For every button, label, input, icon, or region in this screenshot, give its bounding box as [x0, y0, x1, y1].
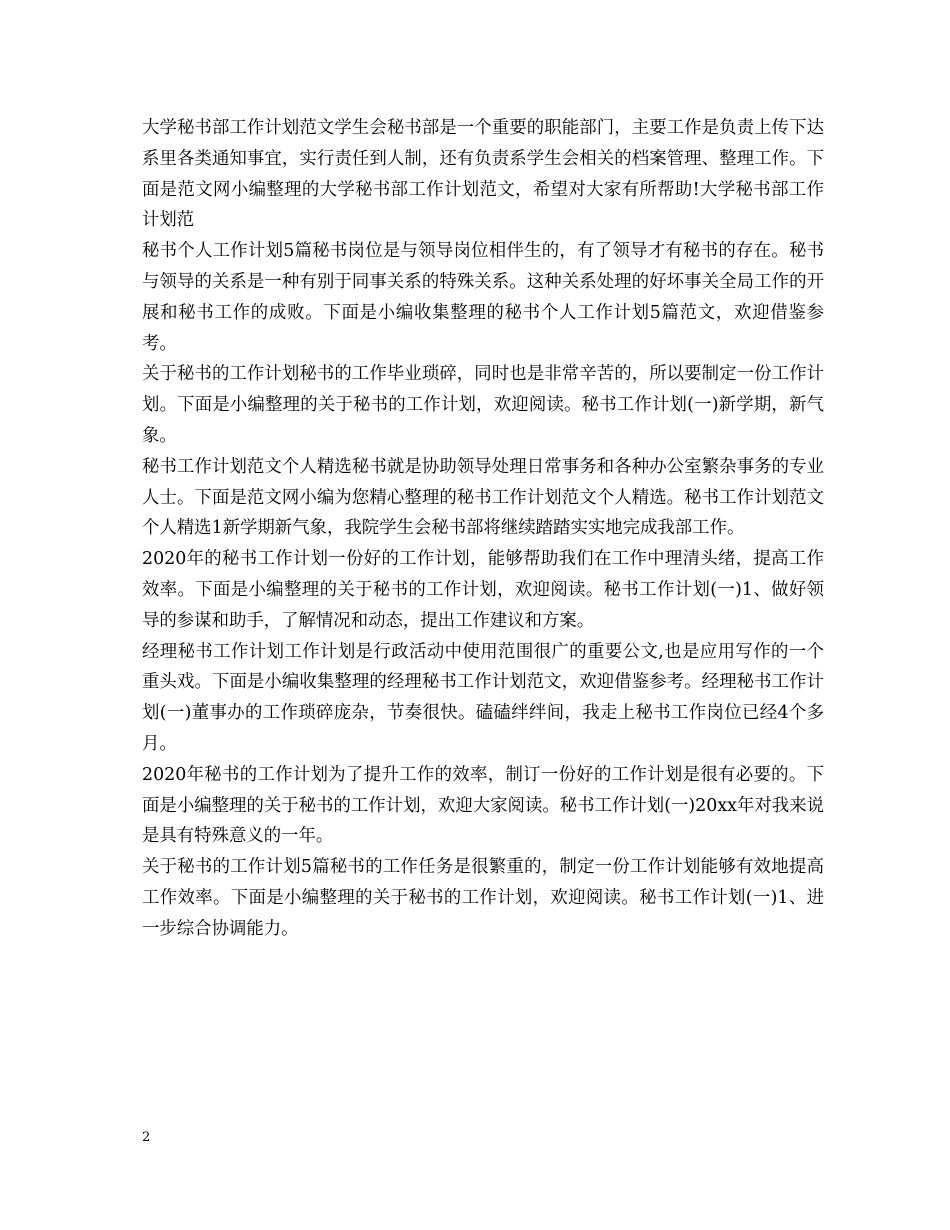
paragraph-7: 2020年秘书的工作计划为了提升工作的效率，制订一份好的工作计划是很有必要的。下面是小编整理的关于秘书的工作计划，欢迎大家阅读。秘书工作计划(一)20xx年对我来说是具有特殊意义的一年。	[142, 764, 824, 847]
paragraph-5: 2020年的秘书工作计划一份好的工作计划，能够帮助我们在工作中理清头绪，提高工作效率。下面是小编整理的关于秘书的工作计划，欢迎阅读。秘书工作计划(一)1、做好领导的参谋和助手，了解情况和动态，提出工作建议和方案。	[142, 549, 824, 631]
page-number: 2	[142, 1130, 151, 1145]
paragraph-8: 关于秘书的工作计划5篇秘书的工作任务是很繁重的，制定一份工作计划能够有效地提高工作效率。下面是小编整理的关于秘书的工作计划，欢迎阅读。秘书工作计划(一)1、进一步综合协调能力。	[142, 857, 824, 939]
paragraph-6: 经理秘书工作计划工作计划是行政活动中使用范围很广的重要公文,也是应用写作的一个重头戏。下面是小编收集整理的经理秘书工作计划范文，欢迎借鉴参考。经理秘书工作计划(一)董事办的工作琐碎庞杂，节奏很快。磕磕绊绊间，我走上秘书工作岗位已经4个多月。	[142, 641, 824, 754]
paragraph-2: 秘书个人工作计划5篇秘书岗位是与领导岗位相伴生的，有了领导才有秘书的存在。秘书与领导的关系是一种有别于同事关系的特殊关系。这种关系处理的好坏事关全局工作的开展和秘书工作的成败。下面是小编收集整理的秘书个人工作计划5篇范文，欢迎借鉴参考。	[142, 241, 824, 354]
paragraph-4: 秘书工作计划范文个人精选秘书就是协助领导处理日常事务和各种办公室繁杂事务的专业人士。下面是范文网小编为您精心整理的秘书工作计划范文个人精选。秘书工作计划范文个人精选1新学期新气象，我院学生会秘书部将继续踏踏实实地完成我部工作。	[142, 456, 824, 539]
paragraph-1: 大学秘书部工作计划范文学生会秘书部是一个重要的职能部门，主要工作是负责上传下达系里各类通知事宜，实行责任到人制，还有负责系学生会相关的档案管理、整理工作。下面是范文网小编整理的大学秘书部工作计划范文，希望对大家有所帮助!大学秘书部工作计划范	[142, 118, 824, 231]
paragraph-3: 关于秘书的工作计划秘书的工作毕业琐碎，同时也是非常辛苦的，所以要制定一份工作计划。下面是小编整理的关于秘书的工作计划，欢迎阅读。秘书工作计划(一)新学期，新气象。	[142, 364, 824, 446]
document-body	[142, 113, 824, 945]
